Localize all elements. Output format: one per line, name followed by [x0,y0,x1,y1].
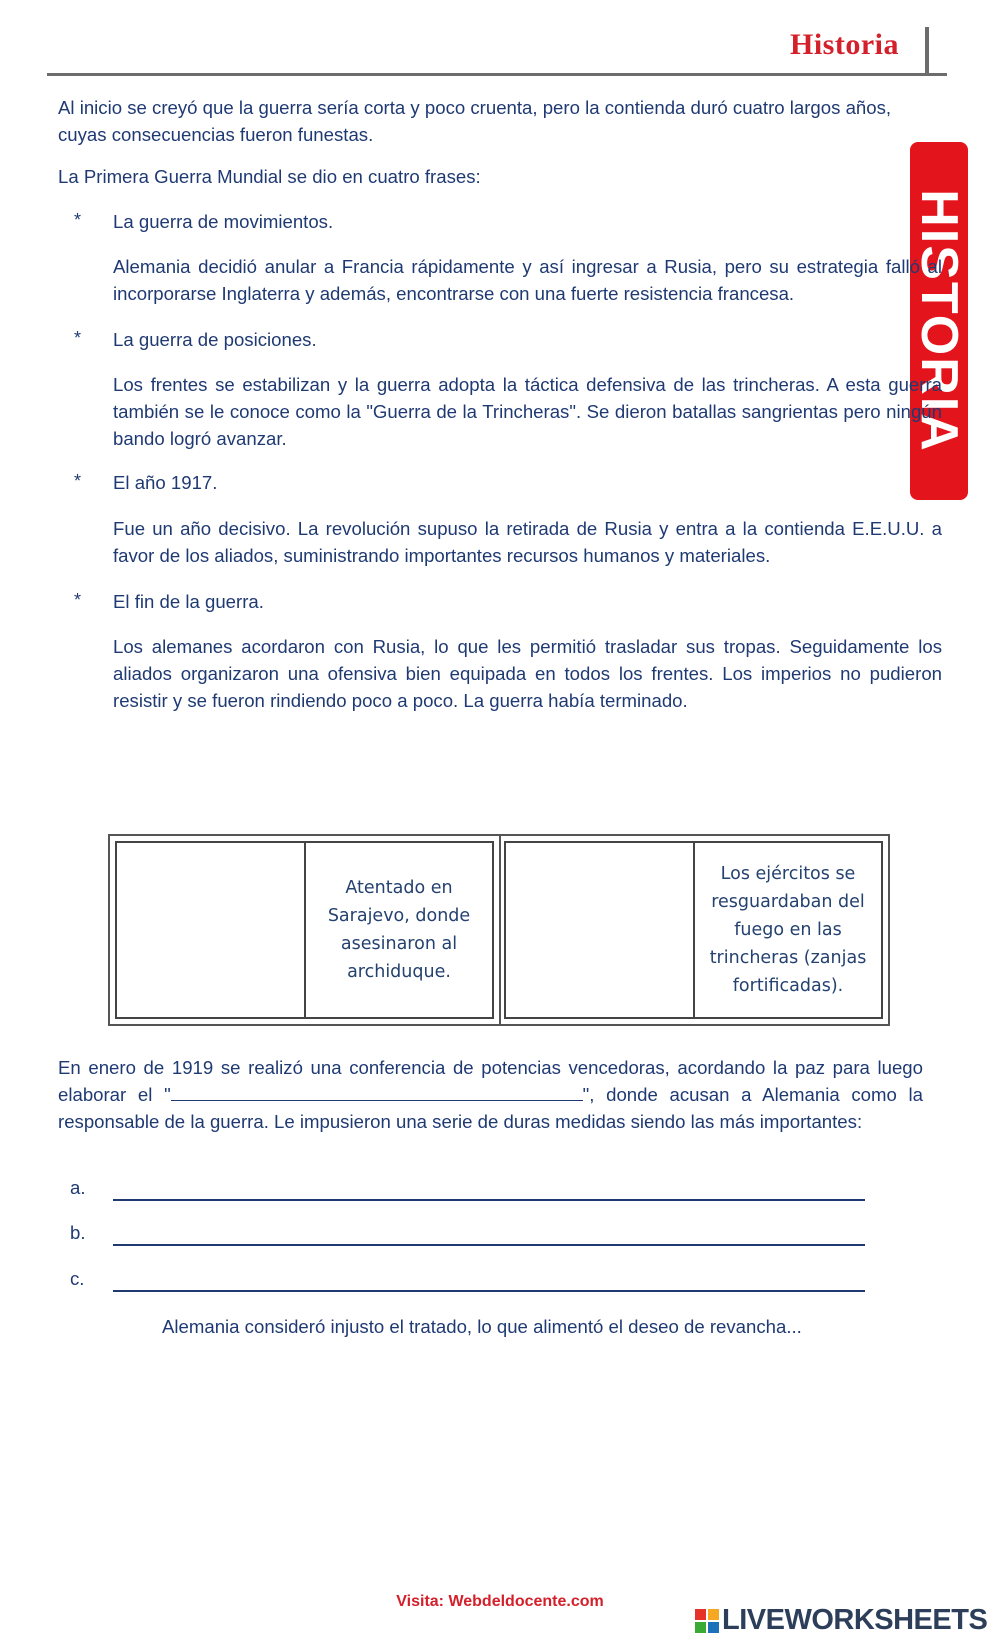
conference-text-after: ", donde acusan a Alemania como la responsable de la guerra. Le impusieron una serie de duras medidas siendo las más importantes: [58,1084,923,1132]
answer-label: a. [70,1177,86,1198]
intro-paragraph: Al inicio se creyó que la guerra sería corta y poco cruenta, pero la contienda duró cuatro largos años, cuyas consecuencias fueron funestas. [58,97,892,145]
phase-bullet: * [74,210,82,230]
phase-text: Los frentes se estabilizan y la guerra adopta la táctica defensiva de las trincheras. A esta guerra también se le conoce como la "Guerra de la Trincheras". Se dieron batallas sangrientas pero ningún bando logró avanzar. [113,374,942,449]
side-tab-label: HISTORIA [910,189,968,453]
phase-title: El fin de la guerra. [113,591,264,612]
page-header-title: Historia [790,28,899,61]
phase-title: La guerra de posiciones. [113,329,317,350]
treaty-name-blank[interactable] [171,1082,583,1101]
phase-text: Alemania decidió anular a Francia rápidamente y así ingresar a Rusia, pero su estrategia falló al incorporarse Inglaterra y además, encontrarse con una fuerte resistencia francesa. [113,256,942,304]
phase-bullet: * [74,328,82,348]
liveworksheets-logo-icon [695,1609,719,1633]
image-drop-zone[interactable] [117,843,304,1017]
image-card-row [108,834,890,1026]
answer-label: b. [70,1222,86,1243]
image-caption: Los ejércitos se resguardaban del fuego en las trincheras (zanjas fortificadas). [709,864,867,996]
closing-sentence: Alemania consideró injusto el tratado, lo que alimentó el deseo de revancha... [162,1316,802,1337]
header-rule [47,73,947,76]
answer-label: c. [70,1268,85,1289]
image-drop-zone[interactable] [506,843,693,1017]
answer-line-c[interactable] [113,1290,865,1292]
phase-text: Fue un año decisivo. La revolución supuso la retirada de Rusia y entra a la contienda E.E.U.U. a favor de los aliados, suministrando importantes recursos humanos y materiales. [113,518,942,566]
phase-bullet: * [74,590,82,610]
header-vertical-bar [925,27,929,75]
answer-line-b[interactable] [113,1244,865,1246]
liveworksheets-logo[interactable] [695,1604,987,1637]
image-card-sarajevo [115,841,494,1019]
image-caption: Atentado en Sarajevo, donde asesinaron al archiduque. [327,878,471,982]
answer-line-a[interactable] [113,1199,865,1201]
intro-phases-lead: La Primera Guerra Mundial se dio en cuatro frases: [58,166,481,187]
phase-title: El año 1917. [113,472,218,493]
image-card-trenches [504,841,883,1019]
card-separator [499,836,501,1024]
conference-paragraph [58,1054,923,1135]
liveworksheets-logo-text: LIVEWORKSHEETS [722,1604,988,1636]
footer-visit-link[interactable]: Visita: Webdeldocente.com [396,1593,604,1610]
conference-text-before: En enero de 1919 se realizó una conferencia de potencias vencedoras, acordando la paz para luego elaborar el " [58,1057,923,1105]
phase-bullet: * [74,471,82,491]
phase-text: Los alemanes acordaron con Rusia, lo que les permitió trasladar sus tropas. Seguidamente los aliados organizaron una ofensiva bien equipada en todos los frentes. Los imperios no pudieron resistir y se fueron rindiendo poco a poco. La guerra había terminado. [113,636,942,711]
phase-title: La guerra de movimientos. [113,211,334,232]
